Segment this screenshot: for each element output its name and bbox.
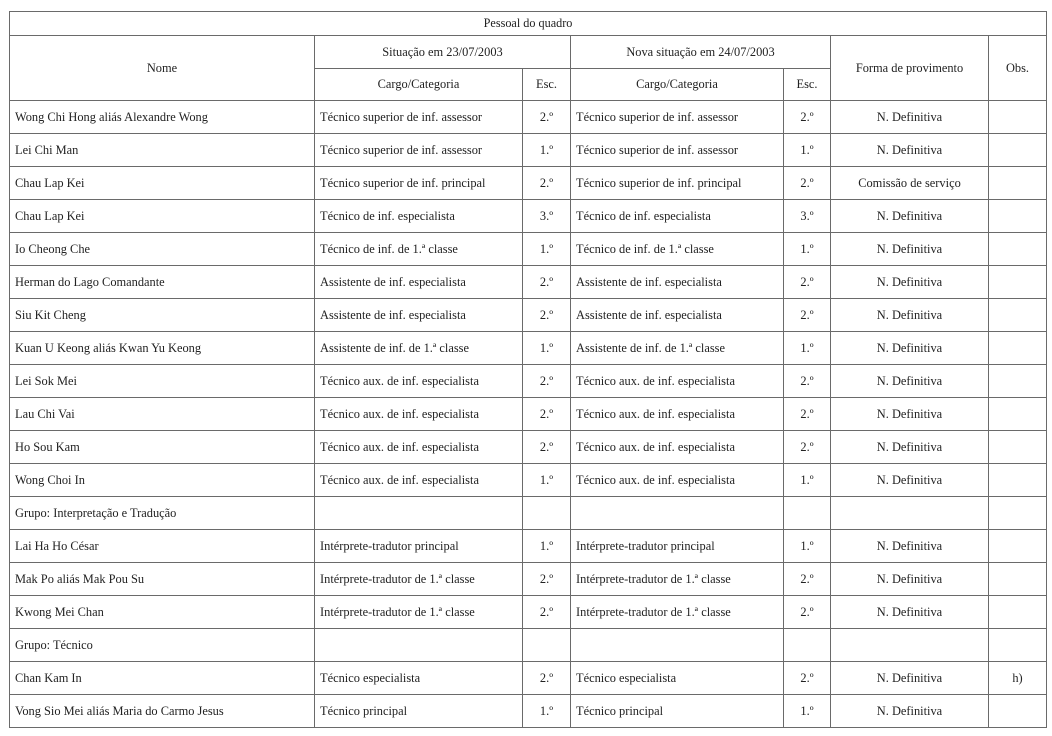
cell-obs xyxy=(989,266,1047,299)
cell-obs xyxy=(989,233,1047,266)
cell-nome: Wong Chi Hong aliás Alexandre Wong xyxy=(10,101,315,134)
cell-forma-provimento: N. Definitiva xyxy=(831,464,989,497)
cell-cargo-old: Técnico superior de inf. assessor xyxy=(315,101,523,134)
table-row xyxy=(10,101,1047,134)
table-row xyxy=(10,200,1047,233)
cell-esc-new: 1.º xyxy=(784,530,831,563)
header-obs: Obs. xyxy=(989,36,1047,101)
cell-cargo-new: Técnico aux. de inf. especialista xyxy=(571,464,784,497)
empty-cell xyxy=(831,629,989,662)
cell-esc-old: 2.º xyxy=(523,365,571,398)
cell-esc-old: 2.º xyxy=(523,101,571,134)
header-cargo-old: Cargo/Categoria xyxy=(315,69,523,101)
header-esc-new: Esc. xyxy=(784,69,831,101)
cell-esc-old: 2.º xyxy=(523,431,571,464)
table-row xyxy=(10,233,1047,266)
cell-cargo-old: Técnico superior de inf. assessor xyxy=(315,134,523,167)
header-nova-situacao: Nova situação em 24/07/2003 xyxy=(571,36,831,69)
cell-obs xyxy=(989,365,1047,398)
table-row xyxy=(10,530,1047,563)
cell-forma-provimento: N. Definitiva xyxy=(831,365,989,398)
cell-forma-provimento: N. Definitiva xyxy=(831,596,989,629)
cell-cargo-old: Técnico aux. de inf. especialista xyxy=(315,464,523,497)
cell-esc-new: 2.º xyxy=(784,596,831,629)
table-row xyxy=(10,695,1047,728)
cell-obs xyxy=(989,431,1047,464)
cell-esc-old: 2.º xyxy=(523,563,571,596)
cell-esc-new: 1.º xyxy=(784,134,831,167)
table-row xyxy=(10,167,1047,200)
cell-cargo-old: Intérprete-tradutor principal xyxy=(315,530,523,563)
cell-obs xyxy=(989,464,1047,497)
cell-obs xyxy=(989,530,1047,563)
cell-forma-provimento: Comissão de serviço xyxy=(831,167,989,200)
cell-forma-provimento: N. Definitiva xyxy=(831,431,989,464)
cell-forma-provimento: N. Definitiva xyxy=(831,662,989,695)
cell-obs xyxy=(989,332,1047,365)
cell-cargo-new: Técnico de inf. especialista xyxy=(571,200,784,233)
cell-cargo-new: Técnico aux. de inf. especialista xyxy=(571,431,784,464)
table-row xyxy=(10,596,1047,629)
cell-nome: Kwong Mei Chan xyxy=(10,596,315,629)
cell-esc-old: 2.º xyxy=(523,266,571,299)
cell-nome: Chan Kam In xyxy=(10,662,315,695)
cell-nome: Lei Chi Man xyxy=(10,134,315,167)
cell-cargo-new: Intérprete-tradutor de 1.ª classe xyxy=(571,563,784,596)
cell-obs xyxy=(989,398,1047,431)
table-row xyxy=(10,398,1047,431)
cell-cargo-old: Intérprete-tradutor de 1.ª classe xyxy=(315,563,523,596)
cell-forma-provimento: N. Definitiva xyxy=(831,332,989,365)
cell-esc-new: 1.º xyxy=(784,464,831,497)
table-row xyxy=(10,332,1047,365)
cell-cargo-old: Técnico aux. de inf. especialista xyxy=(315,365,523,398)
cell-cargo-new: Técnico superior de inf. principal xyxy=(571,167,784,200)
cell-obs xyxy=(989,134,1047,167)
header-forma-provimento: Forma de provimento xyxy=(831,36,989,101)
empty-cell xyxy=(571,629,784,662)
cell-cargo-old: Técnico aux. de inf. especialista xyxy=(315,431,523,464)
cell-esc-old: 1.º xyxy=(523,530,571,563)
cell-cargo-old: Técnico de inf. de 1.ª classe xyxy=(315,233,523,266)
cell-esc-old: 2.º xyxy=(523,662,571,695)
table-row xyxy=(10,266,1047,299)
table-row xyxy=(10,662,1047,695)
cell-forma-provimento: N. Definitiva xyxy=(831,398,989,431)
table-row xyxy=(10,134,1047,167)
cell-forma-provimento: N. Definitiva xyxy=(831,563,989,596)
cell-forma-provimento: N. Definitiva xyxy=(831,695,989,728)
cell-forma-provimento: N. Definitiva xyxy=(831,134,989,167)
table-row xyxy=(10,431,1047,464)
table-row xyxy=(10,365,1047,398)
cell-forma-provimento: N. Definitiva xyxy=(831,101,989,134)
cell-forma-provimento: N. Definitiva xyxy=(831,530,989,563)
cell-esc-new: 2.º xyxy=(784,167,831,200)
cell-forma-provimento: N. Definitiva xyxy=(831,200,989,233)
cell-esc-new: 3.º xyxy=(784,200,831,233)
empty-cell xyxy=(315,497,523,530)
empty-cell xyxy=(523,629,571,662)
group-label: Grupo: Interpretação e Tradução xyxy=(10,497,315,530)
empty-cell xyxy=(784,629,831,662)
cell-obs xyxy=(989,299,1047,332)
cell-esc-old: 1.º xyxy=(523,695,571,728)
cell-cargo-old: Técnico especialista xyxy=(315,662,523,695)
cell-cargo-new: Técnico superior de inf. assessor xyxy=(571,101,784,134)
empty-cell xyxy=(523,497,571,530)
header-cargo-new: Cargo/Categoria xyxy=(571,69,784,101)
cell-cargo-new: Técnico aux. de inf. especialista xyxy=(571,365,784,398)
cell-nome: Io Cheong Che xyxy=(10,233,315,266)
cell-esc-new: 2.º xyxy=(784,662,831,695)
cell-cargo-old: Assistente de inf. especialista xyxy=(315,299,523,332)
cell-cargo-old: Técnico principal xyxy=(315,695,523,728)
empty-cell xyxy=(784,497,831,530)
cell-forma-provimento: N. Definitiva xyxy=(831,299,989,332)
staff-table xyxy=(9,11,1047,728)
cell-esc-new: 2.º xyxy=(784,299,831,332)
cell-nome: Vong Sio Mei aliás Maria do Carmo Jesus xyxy=(10,695,315,728)
cell-obs xyxy=(989,200,1047,233)
empty-cell xyxy=(831,497,989,530)
cell-esc-new: 1.º xyxy=(784,695,831,728)
table-title: Pessoal do quadro xyxy=(10,12,1047,36)
cell-cargo-new: Intérprete-tradutor de 1.ª classe xyxy=(571,596,784,629)
header-situacao: Situação em 23/07/2003 xyxy=(315,36,571,69)
cell-cargo-old: Intérprete-tradutor de 1.ª classe xyxy=(315,596,523,629)
cell-nome: Herman do Lago Comandante xyxy=(10,266,315,299)
cell-esc-new: 2.º xyxy=(784,365,831,398)
cell-cargo-new: Técnico principal xyxy=(571,695,784,728)
empty-cell xyxy=(989,497,1047,530)
cell-esc-old: 1.º xyxy=(523,233,571,266)
header-row-1 xyxy=(10,36,1047,69)
cell-esc-old: 1.º xyxy=(523,464,571,497)
cell-cargo-new: Assistente de inf. especialista xyxy=(571,299,784,332)
cell-obs xyxy=(989,596,1047,629)
cell-obs: h) xyxy=(989,662,1047,695)
cell-cargo-new: Assistente de inf. de 1.ª classe xyxy=(571,332,784,365)
cell-nome: Siu Kit Cheng xyxy=(10,299,315,332)
table-row xyxy=(10,299,1047,332)
cell-esc-new: 2.º xyxy=(784,101,831,134)
cell-obs xyxy=(989,695,1047,728)
cell-esc-old: 2.º xyxy=(523,596,571,629)
cell-obs xyxy=(989,167,1047,200)
cell-nome: Lai Ha Ho César xyxy=(10,530,315,563)
cell-cargo-new: Técnico especialista xyxy=(571,662,784,695)
cell-nome: Chau Lap Kei xyxy=(10,167,315,200)
cell-cargo-new: Assistente de inf. especialista xyxy=(571,266,784,299)
cell-nome: Kuan U Keong aliás Kwan Yu Keong xyxy=(10,332,315,365)
cell-cargo-old: Assistente de inf. especialista xyxy=(315,266,523,299)
group-row xyxy=(10,497,1047,530)
empty-cell xyxy=(989,629,1047,662)
cell-cargo-old: Técnico de inf. especialista xyxy=(315,200,523,233)
cell-obs xyxy=(989,101,1047,134)
cell-esc-new: 2.º xyxy=(784,563,831,596)
cell-cargo-new: Técnico superior de inf. assessor xyxy=(571,134,784,167)
cell-esc-old: 1.º xyxy=(523,134,571,167)
cell-esc-old: 2.º xyxy=(523,299,571,332)
cell-esc-new: 1.º xyxy=(784,233,831,266)
group-label: Grupo: Técnico xyxy=(10,629,315,662)
table-title-row xyxy=(10,12,1047,36)
table-body xyxy=(10,101,1047,728)
table-row xyxy=(10,563,1047,596)
cell-nome: Lau Chi Vai xyxy=(10,398,315,431)
cell-cargo-new: Intérprete-tradutor principal xyxy=(571,530,784,563)
cell-esc-new: 2.º xyxy=(784,266,831,299)
cell-esc-old: 3.º xyxy=(523,200,571,233)
cell-cargo-old: Técnico aux. de inf. especialista xyxy=(315,398,523,431)
group-row xyxy=(10,629,1047,662)
empty-cell xyxy=(315,629,523,662)
header-nome: Nome xyxy=(10,36,315,101)
cell-nome: Mak Po aliás Mak Pou Su xyxy=(10,563,315,596)
cell-esc-old: 2.º xyxy=(523,167,571,200)
empty-cell xyxy=(571,497,784,530)
cell-forma-provimento: N. Definitiva xyxy=(831,266,989,299)
cell-nome: Wong Choi In xyxy=(10,464,315,497)
cell-cargo-old: Técnico superior de inf. principal xyxy=(315,167,523,200)
cell-obs xyxy=(989,563,1047,596)
cell-esc-old: 2.º xyxy=(523,398,571,431)
cell-esc-old: 1.º xyxy=(523,332,571,365)
cell-nome: Chau Lap Kei xyxy=(10,200,315,233)
cell-cargo-new: Técnico aux. de inf. especialista xyxy=(571,398,784,431)
cell-cargo-new: Técnico de inf. de 1.ª classe xyxy=(571,233,784,266)
cell-esc-new: 2.º xyxy=(784,398,831,431)
cell-nome: Ho Sou Kam xyxy=(10,431,315,464)
cell-esc-new: 2.º xyxy=(784,431,831,464)
cell-esc-new: 1.º xyxy=(784,332,831,365)
cell-cargo-old: Assistente de inf. de 1.ª classe xyxy=(315,332,523,365)
cell-nome: Lei Sok Mei xyxy=(10,365,315,398)
header-esc-old: Esc. xyxy=(523,69,571,101)
cell-forma-provimento: N. Definitiva xyxy=(831,233,989,266)
table-row xyxy=(10,464,1047,497)
